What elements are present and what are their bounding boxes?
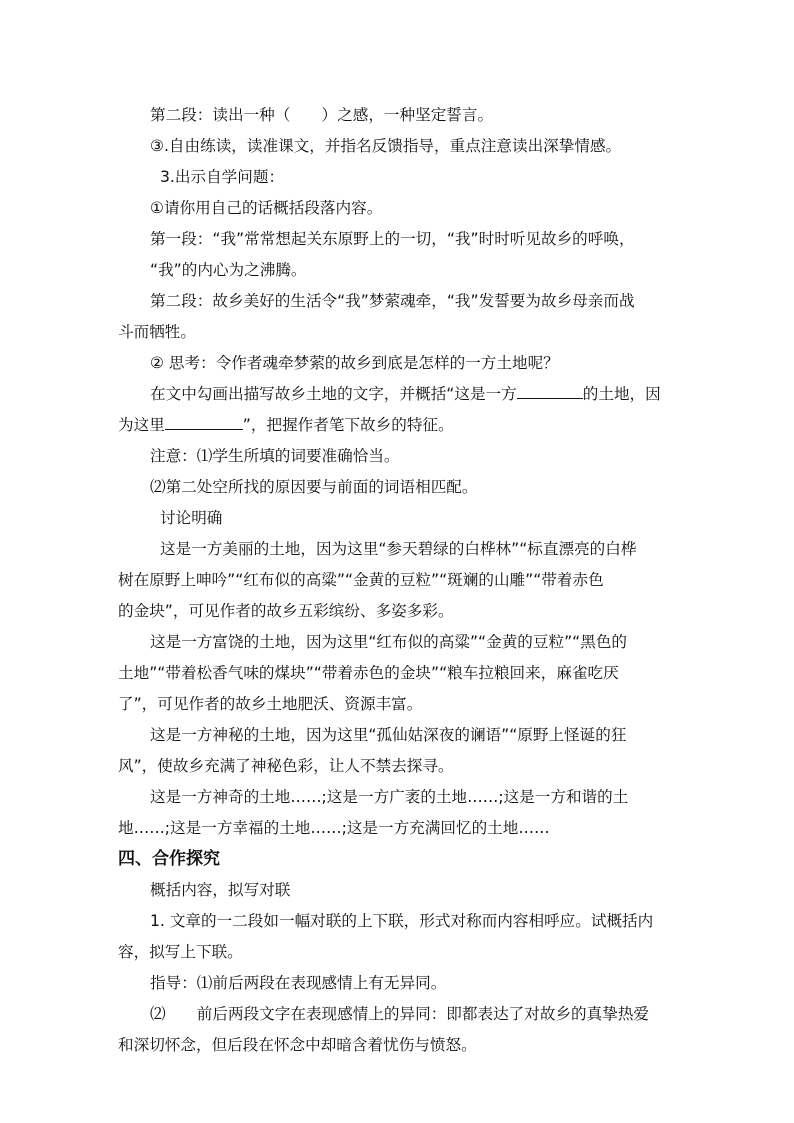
paragraph-line: 土地”“带着松香气味的煤块”“带着赤色的金块”“粮车拉粮回来，麻雀吃厌	[118, 664, 619, 682]
paragraph-line: 指导：⑴前后两段在表现感情上有无异同。	[150, 974, 447, 992]
text-segment: 为这里	[118, 416, 165, 434]
paragraph-line: 这是一方富饶的土地，因为这里“红布似的高粱”“金黄的豆粒”“黑色的	[150, 633, 628, 651]
paragraph-line: ⑵第二处空所找的原因要与前面的词语相匹配。	[150, 478, 478, 496]
paragraph-line: 和深切怀念，但后段在怀念中却暗含着忧伤与愤怒。	[118, 1036, 477, 1054]
paragraph-line: ①请你用自己的话概括段落内容。	[150, 199, 383, 217]
paragraph-line: 斗而牺牲。	[118, 323, 196, 341]
text-segment: 在文中勾画出描写故乡土地的文字，并概括“这是一方	[150, 385, 517, 403]
fill-in-blank-1	[517, 380, 583, 399]
paragraph-line: 3.出示自学问题：	[160, 168, 285, 186]
paragraph-line: “我”的内心为之沸腾。	[150, 261, 307, 279]
paragraph-line: 容，拟写上下联。	[118, 943, 243, 961]
text-segment: ”，把握作者笔下故乡的特征。	[242, 416, 454, 434]
paragraph-line: ⑵ 前后两段文字在表现感情上的异同：即都表达了对故乡的真挚热爱	[150, 1005, 650, 1023]
paragraph-line: 这是一方神奇的土地……;这是一方广袤的土地……;这是一方和谐的土	[150, 788, 629, 806]
paragraph-line: ③.自由练读，读准课文，并指名反馈指导，重点注意读出深挚情感。	[150, 137, 622, 155]
paragraph-line: 注意：⑴学生所填的词要准确恰当。	[150, 447, 400, 465]
paragraph-line: 1. 文章的一二段如一幅对联的上下联，形式对称而内容相呼应。试概括内	[150, 912, 654, 930]
paragraph-line: 风”，使故乡充满了神秘色彩，让人不禁去探寻。	[118, 757, 454, 775]
document-body	[118, 100, 684, 1061]
paragraph-line: 的金块”，可见作者的故乡五彩缤纷、多姿多彩。	[118, 602, 454, 620]
fill-in-blank-2	[165, 411, 243, 430]
paragraph-line: 树在原野上呻吟”“红布似的高粱”“金黄的豆粒”“斑斓的山雕”“带着赤色	[118, 571, 604, 589]
paragraph-line-with-blank	[118, 379, 684, 410]
paragraph-line: 讨论明确	[160, 509, 223, 527]
paragraph-line: 第一段：“我”常常想起关东原野上的一切，“我”时时听见故乡的呼唤，	[150, 230, 635, 248]
section-heading: 四、合作探究	[118, 849, 220, 869]
paragraph-line: 这是一方神秘的土地，因为这里“孤仙姑深夜的谰语”“原野上怪诞的狂	[150, 726, 627, 744]
paragraph-line-with-blank	[118, 410, 684, 441]
paragraph-line: 了”，可见作者的故乡土地肥沃、资源丰富。	[118, 695, 423, 713]
paragraph-line: 这是一方美丽的土地，因为这里“参天碧绿的白桦林”“标直漂亮的白桦	[160, 540, 637, 558]
paragraph-line: 第二段：故乡美好的生活令“我”梦萦魂牵，“我”发誓要为故乡母亲而战	[150, 292, 635, 310]
paragraph-line: 第二段：读出一种（ ）之感，一种坚定誓言。	[150, 106, 494, 124]
paragraph-line: 地……;这是一方幸福的土地……;这是一方充满回忆的土地……	[118, 819, 550, 837]
text-segment: 的土地，因	[582, 385, 661, 403]
paragraph-line: ② 思考：令作者魂牵梦萦的故乡到底是怎样的一方土地呢？	[150, 354, 559, 372]
paragraph-line: 概括内容，拟写对联	[150, 881, 291, 899]
